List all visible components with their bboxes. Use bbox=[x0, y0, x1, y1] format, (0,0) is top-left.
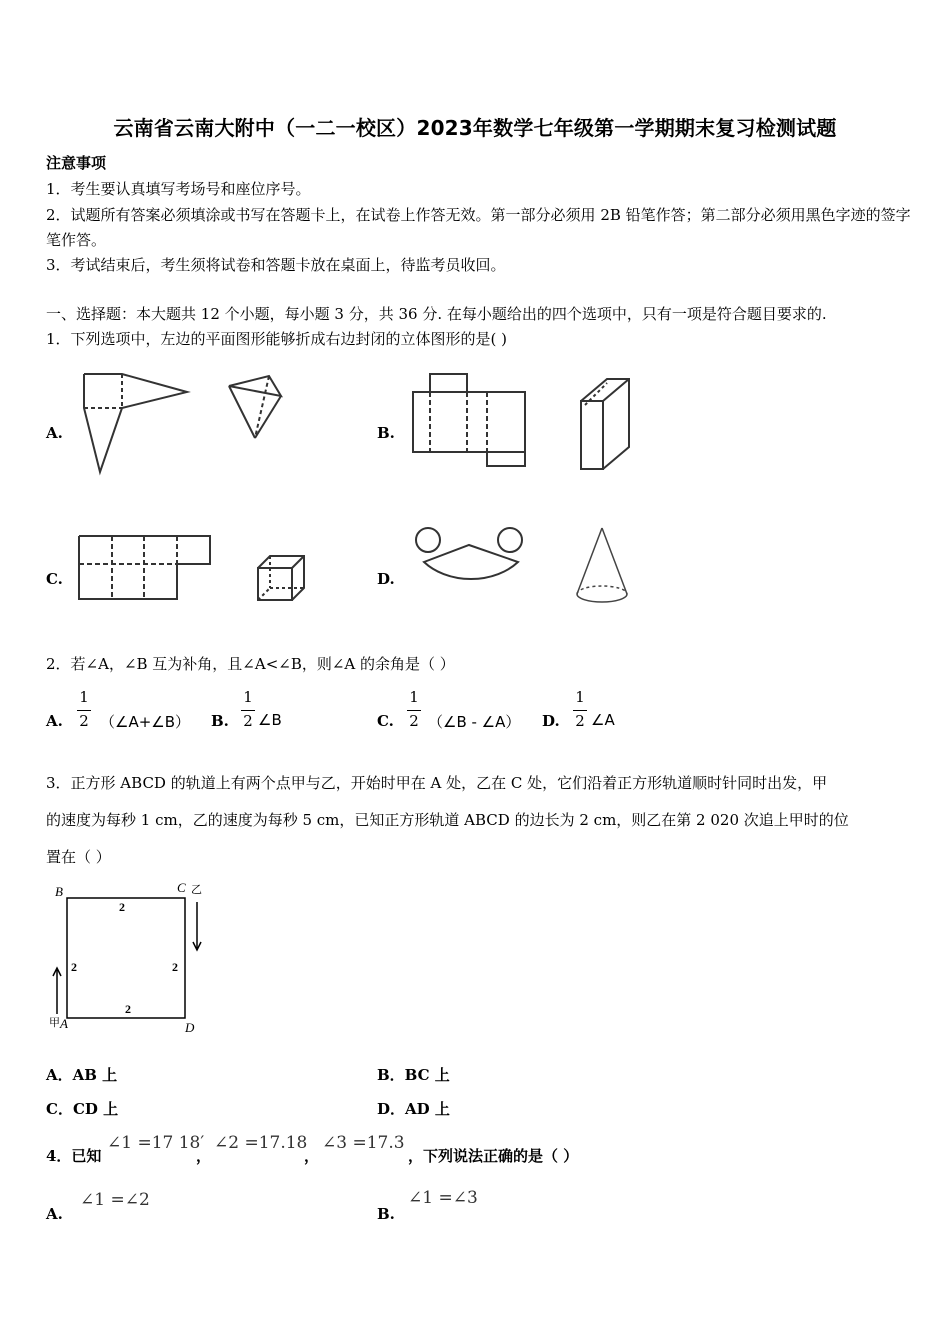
q3-side-top: 2 bbox=[119, 900, 125, 914]
q2-d-expr: ∠A bbox=[591, 711, 615, 729]
q2-option-d-label: D. bbox=[542, 712, 560, 730]
q1-option-d-label: D. bbox=[377, 570, 395, 588]
q3-option-d: D．AD 上 bbox=[377, 1100, 450, 1118]
q4-angle3: ∠3 =17.3 bbox=[322, 1133, 405, 1153]
q2-b-expr: ∠B bbox=[258, 711, 282, 729]
q2-c-expr: （∠B - ∠A） bbox=[428, 713, 521, 731]
q3-stem-line2: 的速度为每秒 1 cm，乙的速度为每秒 5 cm，已知正方形轨道 ABCD 的边长为 2 cm，则乙在第 2 020 次追上甲时的位 bbox=[46, 811, 849, 829]
q4-option-b-label: B. bbox=[377, 1205, 395, 1223]
q2-d-frac-den: 2 bbox=[575, 712, 585, 730]
q2-a-frac-num: 1 bbox=[79, 688, 89, 706]
q1-option-a-label: A. bbox=[46, 424, 63, 442]
q4-comma-1: ， bbox=[196, 1147, 212, 1165]
q3-stem-line3: 置在（ ） bbox=[46, 848, 111, 866]
q3-square-figure bbox=[45, 878, 225, 1038]
q1-c-net-figure bbox=[76, 532, 216, 604]
q3-option-b: B．BC 上 bbox=[377, 1066, 450, 1084]
q2-a-expr: （∠A+∠B） bbox=[100, 713, 191, 731]
q3-stem-line1: 3．正方形 ABCD 的轨道上有两个点甲与乙，开始时甲在 A 处，乙在 C 处，它们沿着正方形轨道顺时针同时出发，甲 bbox=[46, 774, 828, 792]
q1-d-solid-figure bbox=[572, 524, 632, 606]
section-heading: 一、选择题：本大题共 12 个小题，每小题 3 分，共 36 分. 在每小题给出的四个选项中，只有一项是符合题目要求的. bbox=[46, 305, 827, 323]
q2-stem: 2．若∠A，∠B 互为补角，且∠A<∠B，则∠A 的余角是（ ） bbox=[46, 655, 455, 673]
q2-option-a-label: A. bbox=[46, 712, 63, 730]
notice-item-1: 1．考生要认真填写考场号和座位序号。 bbox=[46, 180, 311, 198]
q2-option-c-label: C. bbox=[377, 712, 394, 730]
q3-side-left: 2 bbox=[71, 960, 77, 974]
q2-b-frac-den: 2 bbox=[243, 712, 253, 730]
q3-label-b: B bbox=[55, 884, 63, 899]
q4-suffix: ，下列说法正确的是（ ） bbox=[408, 1147, 579, 1165]
q3-label-d: D bbox=[185, 1020, 195, 1035]
notice-item-3: 3．考试结束后，考生须将试卷和答题卡放在桌面上，待监考员收回。 bbox=[46, 256, 506, 274]
q3-side-bottom: 2 bbox=[125, 1002, 131, 1016]
q3-side-right: 2 bbox=[172, 960, 178, 974]
notice-item-2: 2．试题所有答案必须填涂或书写在答题卡上，在试卷上作答无效。第一部分必须用 2B 铅笔作答；第二部分必须用黑色字迹的签字笔作答。 bbox=[46, 206, 911, 249]
q3-label-jia: 甲 bbox=[49, 1016, 60, 1029]
page-title: 云南省云南大附中（一二一校区）2023年数学七年级第一学期期末复习检测试题 bbox=[113, 116, 837, 140]
q3-label-yi: 乙 bbox=[191, 883, 202, 896]
q2-c-frac-num: 1 bbox=[409, 688, 419, 706]
q4-angle2: ∠2 =17.18 bbox=[214, 1133, 308, 1153]
q4-option-b-expr: ∠1 =∠3 bbox=[408, 1188, 478, 1208]
q4-prefix: 4．已知 bbox=[46, 1147, 102, 1165]
q1-option-b-label: B. bbox=[377, 424, 395, 442]
q2-d-frac-num: 1 bbox=[575, 688, 585, 706]
q3-label-c: C bbox=[177, 880, 186, 895]
q2-option-b-label: B. bbox=[211, 712, 229, 730]
q3-option-a: A．AB 上 bbox=[46, 1066, 118, 1084]
q1-d-net-figure bbox=[410, 520, 530, 602]
q4-option-a-label: A. bbox=[46, 1205, 63, 1223]
q1-stem: 1．下列选项中，左边的平面图形能够折成右边封闭的立体图形的是( ) bbox=[46, 330, 508, 348]
q1-a-net-figure bbox=[80, 368, 195, 478]
q2-b-frac-num: 1 bbox=[243, 688, 253, 706]
q4-option-a-expr: ∠1 =∠2 bbox=[80, 1190, 150, 1210]
q3-label-a: A bbox=[60, 1016, 68, 1031]
q2-a-frac-den: 2 bbox=[79, 712, 89, 730]
q4-angle1: ∠1 =17 18′ bbox=[107, 1133, 205, 1153]
q1-option-c-label: C. bbox=[46, 570, 63, 588]
q4-comma-2: ， bbox=[304, 1147, 320, 1165]
notice-heading: 注意事项 bbox=[46, 154, 107, 172]
q1-b-net-figure bbox=[410, 370, 530, 470]
q1-a-solid-figure bbox=[225, 372, 285, 444]
q1-c-solid-figure bbox=[252, 552, 308, 604]
q3-option-c: C．CD 上 bbox=[46, 1100, 119, 1118]
q1-b-solid-figure bbox=[575, 375, 635, 475]
q2-c-frac-den: 2 bbox=[409, 712, 419, 730]
